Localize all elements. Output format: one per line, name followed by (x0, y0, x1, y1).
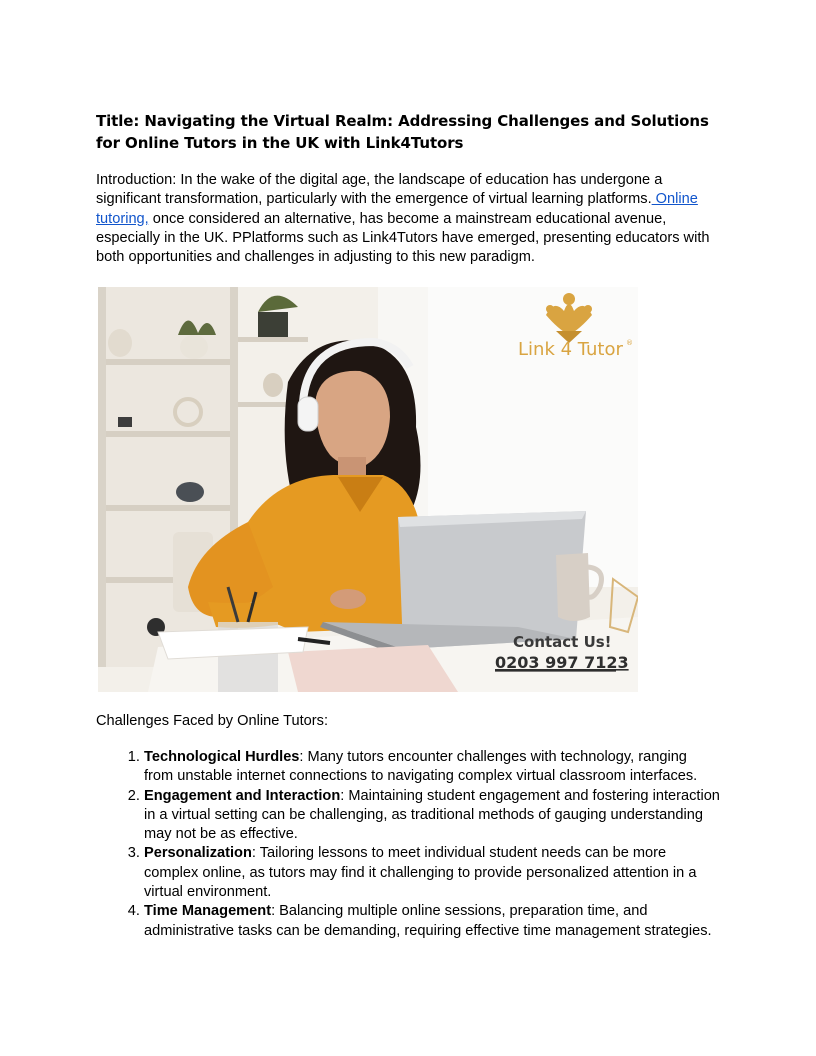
challenge-text: : Balancing multiple online sessions, preparation time, and administrative tasks can be demanding, requiring effective time management strategies. (144, 903, 712, 939)
challenges-list (96, 748, 720, 941)
phone-number-text: 0203 997 7123 (495, 653, 629, 672)
challenge-term: Engagement and Interaction (144, 787, 341, 804)
intro-text-before: Introduction: In the wake of the digital age, the landscape of education has undergone a significant transformation, particularly with the emergence of virtual learning platforms. (96, 172, 663, 208)
challenges-heading: Challenges Faced by Online Tutors: (96, 713, 329, 729)
intro-text-after: once considered an alternative, has become a mainstream educational avenue, especially in the UK. PPlatforms such as Link4Tutors have emerged, presenting educators with both opportunities and challenges in adjusting to this new paradigm. (96, 210, 710, 266)
challenge-item (144, 748, 720, 787)
online-tutoring-link[interactable]: Online tutoring, (96, 191, 698, 227)
contact-us-text: Contact Us! (513, 633, 612, 651)
logo-text: Link 4 Tutor (518, 339, 623, 360)
document-title: Title: Navigating the Virtual Realm: Addressing Challenges and Solutions for Online Tutors in the UK with Link4Tutors (96, 112, 709, 152)
challenge-item (144, 787, 720, 845)
document-page (96, 110, 720, 939)
challenge-text: : Many tutors encounter challenges with technology, ranging from unstable internet connections to navigating complex virtual classroom interfaces. (144, 749, 698, 785)
challenge-text: : Maintaining student engagement and fostering interaction in a virtual setting can be challenging, as traditional methods of gauging understanding may not be as effective. (144, 787, 720, 843)
intro-paragraph (96, 171, 720, 267)
challenge-text: : Tailoring lessons to meet individual student needs can be more complex online, as tutors may find it challenging to provide personalized attention in a virtual environment. (144, 845, 697, 901)
promo-image (98, 287, 638, 692)
challenge-term: Technological Hurdles (144, 749, 300, 765)
challenge-term: Time Management (144, 903, 272, 920)
logo-registered-mark: ® (626, 339, 633, 347)
challenge-term: Personalization (144, 845, 252, 862)
challenge-item (144, 844, 720, 902)
challenge-item (144, 902, 720, 941)
